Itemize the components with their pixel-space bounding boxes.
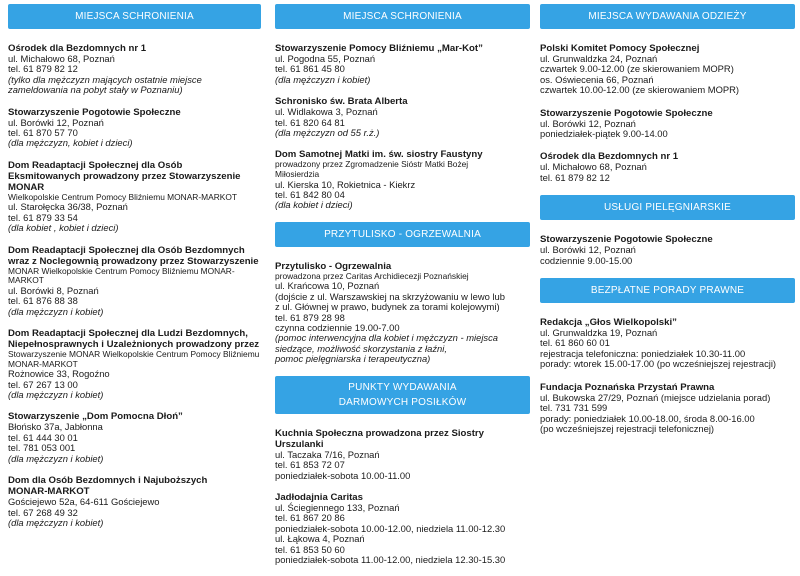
entry-name: Polski Komitet Pomocy Społecznej xyxy=(540,43,700,54)
entry-detail: ul. Grunwaldzka 19, Poznań xyxy=(540,327,658,339)
column-3 xyxy=(540,4,795,446)
entry-detail: tel. 61 842 80 04 xyxy=(275,189,345,201)
entry-detail: ul. Grunwaldzka 24, Poznań xyxy=(540,53,658,64)
entry-detail: poniedziałek-piątek 9.00-14.00 xyxy=(540,128,668,140)
entry-detail: tel. 61 879 28 98 xyxy=(275,311,345,323)
listing-entry xyxy=(275,96,530,138)
entry-name: Schronisko św. Brata Alberta xyxy=(275,96,408,108)
listing-entry xyxy=(540,43,795,96)
entry-detail: ul. Łąkowa 4, Poznań xyxy=(275,533,365,545)
listing-entry xyxy=(8,107,263,149)
entry-note: (dla mężczyzn i kobiet) xyxy=(275,73,371,85)
entry-name: Eksmitowanych prowadzony przez Stowarzyszenie MONAR xyxy=(8,170,241,193)
entry-detail: (po wcześniejszej rejestracji telefonicznej) xyxy=(540,422,715,434)
listing-entry xyxy=(8,475,263,528)
entry-detail: czwartek 10.00-12.00 (ze skierowaniem MOPR) xyxy=(540,84,740,96)
entry-detail: ul. Krańcowa 10, Poznań xyxy=(275,280,380,292)
section-header xyxy=(540,195,795,220)
listing-entry xyxy=(8,43,263,96)
section-header-text: USŁUGI PIELĘGNIARSKIE xyxy=(603,202,732,214)
entry-detail: tel. 61 860 60 01 xyxy=(540,337,610,349)
entry-detail: ul. Borówki 12, Poznań xyxy=(540,117,636,129)
entry-detail: MARKOT xyxy=(8,275,44,286)
listing-entry xyxy=(540,382,795,435)
entry-detail: Rożnowice 33, Rogoźno xyxy=(8,368,110,380)
entry-detail: tel. 61 853 50 60 xyxy=(275,543,345,555)
entry-detail: Gościejewo 52a, 64-611 Gościejewo xyxy=(8,496,160,508)
listing-entry xyxy=(275,428,530,481)
entry-note: pomoc pielęgniarska i terapeutyczna) xyxy=(275,353,431,365)
entry-detail: porady: poniedziałek 10.00-18.00, środa 8.00-16.00 xyxy=(540,412,755,424)
entry-note: (dla mężczyzn i kobiet) xyxy=(8,305,104,317)
section-header xyxy=(540,4,795,29)
entry-detail: tel. 61 867 20 86 xyxy=(275,512,345,524)
entry-name: MONAR-MARKOT xyxy=(8,486,90,498)
entry-detail: MONAR Wielkopolskie Centrum Pomocy Bliźniemu MONAR- xyxy=(8,265,235,276)
entry-note: (dla mężczyzn i kobiet) xyxy=(8,389,104,401)
entry-name: Dom Samotnej Matki im. św. siostry Faustyny xyxy=(275,149,483,161)
entry-detail: ul. Kierska 10, Rokietnica - Kiekrz xyxy=(275,178,416,190)
section-header-text: MIEJSCA SCHRONIENIA xyxy=(343,11,462,22)
entry-name: Stowarzyszenie Pogotowie Społeczne xyxy=(540,234,713,246)
entry-name: Stowarzyszenie Pomocy Bliźniemu „Mar-Kot” xyxy=(275,43,483,54)
entry-name: Dom Readaptacji Społecznej dla Ludzi Bezdomnych, xyxy=(8,328,248,340)
entry-detail: tel. 61 870 57 70 xyxy=(8,127,78,139)
entry-name: Stowarzyszenie „Dom Pomocna Dłoń” xyxy=(8,411,183,423)
entry-name: Dom dla Osób Bezdomnych i Najuboższych xyxy=(8,475,208,487)
entry-name: Stowarzyszenie Pogotowie Społeczne xyxy=(8,106,181,118)
entry-name: Dom Readaptacji Społecznej dla Osób Bezdomnych xyxy=(8,244,245,256)
entry-detail: ul. Starołęcka 36/38, Poznań xyxy=(8,201,128,213)
entry-note: (dla kobiet , kobiet i dzieci) xyxy=(8,222,119,234)
entry-name: Niepełnosprawnych i Uzależnionych prowadzony przez xyxy=(8,339,260,351)
listing-entry xyxy=(540,151,795,183)
section-header-text: DARMOWYCH POSIŁKÓW xyxy=(338,396,467,408)
entry-note: zameldowania na pobyt stały w Poznaniu) xyxy=(8,84,183,96)
listing-entry xyxy=(275,492,530,565)
entry-name: Przytulisko - Ogrzewalnia xyxy=(275,260,392,272)
entry-note: (dla mężczyzn, kobiet i dzieci) xyxy=(8,137,133,149)
entry-detail: ul. Widlakowa 3, Poznań xyxy=(275,106,378,118)
section-header-text: BEZPŁATNE PORADY PRAWNE xyxy=(590,285,745,297)
entry-name: Redakcja „Głos Wielkopolski” xyxy=(540,317,677,329)
listing-entry xyxy=(540,234,795,266)
section-header-text: MIEJSCA WYDAWANIA ODZIEŻY xyxy=(588,11,747,22)
entry-detail: poniedziałek-sobota 10.00-12.00, niedziela 11.00-12.30 xyxy=(275,522,506,534)
entry-name: Stowarzyszenie Pogotowie Społeczne xyxy=(540,107,713,119)
listing-entry xyxy=(540,108,795,140)
entry-name: Ośrodek dla Bezdomnych nr 1 xyxy=(8,43,147,54)
entry-note: (tylko dla mężczyzn mających ostatnie miejsce xyxy=(8,73,202,85)
entry-detail: Wielkopolskie Centrum Pomocy Bliźniemu MONAR-MARKOT xyxy=(8,191,237,202)
entry-detail: codziennie 9.00-15.00 xyxy=(540,254,633,266)
entry-detail: tel. 731 731 599 xyxy=(540,402,608,414)
column-1 xyxy=(8,4,263,539)
section-header xyxy=(275,222,530,247)
listing-entry xyxy=(8,160,263,234)
entry-detail: tel. 61 876 88 38 xyxy=(8,295,78,307)
entry-detail: ul. Borówki 12, Poznań xyxy=(540,244,636,256)
entry-note: (dla kobiet i dzieci) xyxy=(275,199,353,211)
entry-name: wraz z Noclegownią prowadzony przez Stowarzyszenie xyxy=(8,255,259,267)
entry-note: (dla mężczyzn i kobiet) xyxy=(8,516,104,528)
entry-detail: tel. 61 820 64 81 xyxy=(275,116,345,128)
entry-detail: rejestracja telefoniczna: poniedziałek 10.30-11.00 xyxy=(540,347,746,359)
entry-detail: prowadzona przez Caritas Archidiecezji Poznańskiej xyxy=(275,270,469,281)
entry-note: (dla mężczyzn od 55 r.ż.) xyxy=(275,127,380,139)
listing-entry xyxy=(275,261,530,365)
listing-entry xyxy=(275,43,530,85)
entry-detail: tel. 781 053 001 xyxy=(8,442,76,454)
entry-note: (dla mężczyzn i kobiet) xyxy=(8,452,104,464)
section-header-text: PRZYTULISKO - OGRZEWALNIA xyxy=(324,228,481,240)
entry-detail: ul. Borówki 8, Poznań xyxy=(8,284,99,296)
entry-detail: os. Oświecenia 66, Poznań xyxy=(540,73,654,85)
entry-detail: Błońsko 37a, Jabłonna xyxy=(8,421,103,433)
entry-name: Jadłodajnia Caritas xyxy=(275,491,363,503)
entry-detail: tel. 67 267 13 00 xyxy=(8,378,78,390)
entry-detail: tel. 61 879 33 54 xyxy=(8,211,78,223)
entry-detail: poniedziałek-sobota 10.00-11.00 xyxy=(275,469,411,481)
entry-name: Kuchnia Społeczna prowadzona przez Siostry Urszulanki xyxy=(275,427,484,450)
section-header xyxy=(540,278,795,303)
entry-detail: tel. 61 853 72 07 xyxy=(275,459,345,471)
entry-detail: prowadzony przez Zgromadzenie Sióstr Matki Bożej xyxy=(275,159,469,170)
entry-note: siedzące, możliwość skorzystania z łaźni, xyxy=(275,342,447,354)
section-header xyxy=(275,4,530,29)
entry-detail: Miłosierdzia xyxy=(275,169,320,180)
entry-detail: (dojście z ul. Warszawskiej na skrzyżowaniu w lewo lub xyxy=(275,290,505,302)
entry-detail: tel. 67 268 49 32 xyxy=(8,506,78,518)
entry-detail: tel. 61 444 30 01 xyxy=(8,431,78,443)
entry-detail: ul. Bukowska 27/29, Poznań (miejsce udzielania porad) xyxy=(540,391,771,403)
section-header xyxy=(8,4,261,29)
entry-detail: ul. Ściegiennego 133, Poznań xyxy=(275,501,400,513)
section-header-text: PUNKTY WYDAWANIA xyxy=(348,381,457,393)
entry-detail: ul. Taczaka 7/16, Poznań xyxy=(275,448,380,460)
column-2 xyxy=(275,4,530,576)
entry-name: Dom Readaptacji Społecznej dla Osób xyxy=(8,159,183,171)
entry-detail: z ul. Głównej w prawo, budynek za torami kolejowymi) xyxy=(275,301,500,313)
listing-entry xyxy=(8,328,263,400)
listing-entry xyxy=(8,245,263,317)
entry-detail: tel. 61 861 45 80 xyxy=(275,63,345,75)
listing-entry xyxy=(275,149,530,210)
section-header-text: MIEJSCA SCHRONIENIA xyxy=(75,11,194,22)
entry-detail: tel. 61 879 82 12 xyxy=(540,171,610,183)
entry-note: (pomoc interwencyjna dla kobiet i mężczyzn - miejsca xyxy=(275,332,498,344)
entry-detail: ul. Borówki 12, Poznań xyxy=(8,116,104,128)
entry-detail: MONAR-MARKOT xyxy=(8,358,78,369)
entry-detail: ul. Pogodna 55, Poznań xyxy=(275,53,376,64)
entry-detail: tel. 61 879 82 12 xyxy=(8,63,78,75)
listing-entry xyxy=(540,317,795,370)
entry-name: Fundacja Poznańska Przystań Prawna xyxy=(540,381,715,393)
entry-name: Ośrodek dla Bezdomnych nr 1 xyxy=(540,151,679,163)
entry-detail: czwartek 9.00-12.00 (ze skierowaniem MOPR) xyxy=(540,63,734,75)
entry-detail: ul. Michałowo 68, Poznań xyxy=(540,161,647,173)
entry-detail: ul. Michałowo 68, Poznań xyxy=(8,53,115,64)
listing-entry xyxy=(8,411,263,464)
entry-detail: Stowarzyszenie MONAR Wielkopolskie Centrum Pomocy Bliźniemu xyxy=(8,349,260,360)
section-header xyxy=(275,376,530,414)
entry-detail: czynna codziennie 19.00-7.00 xyxy=(275,322,400,334)
entry-detail: poniedziałek-sobota 11.00-12.00, niedziela 12.30-15.30 xyxy=(275,553,506,565)
entry-detail: porady: wtorek 15.00-17.00 (po wcześniejszej rejestracji) xyxy=(540,358,777,370)
